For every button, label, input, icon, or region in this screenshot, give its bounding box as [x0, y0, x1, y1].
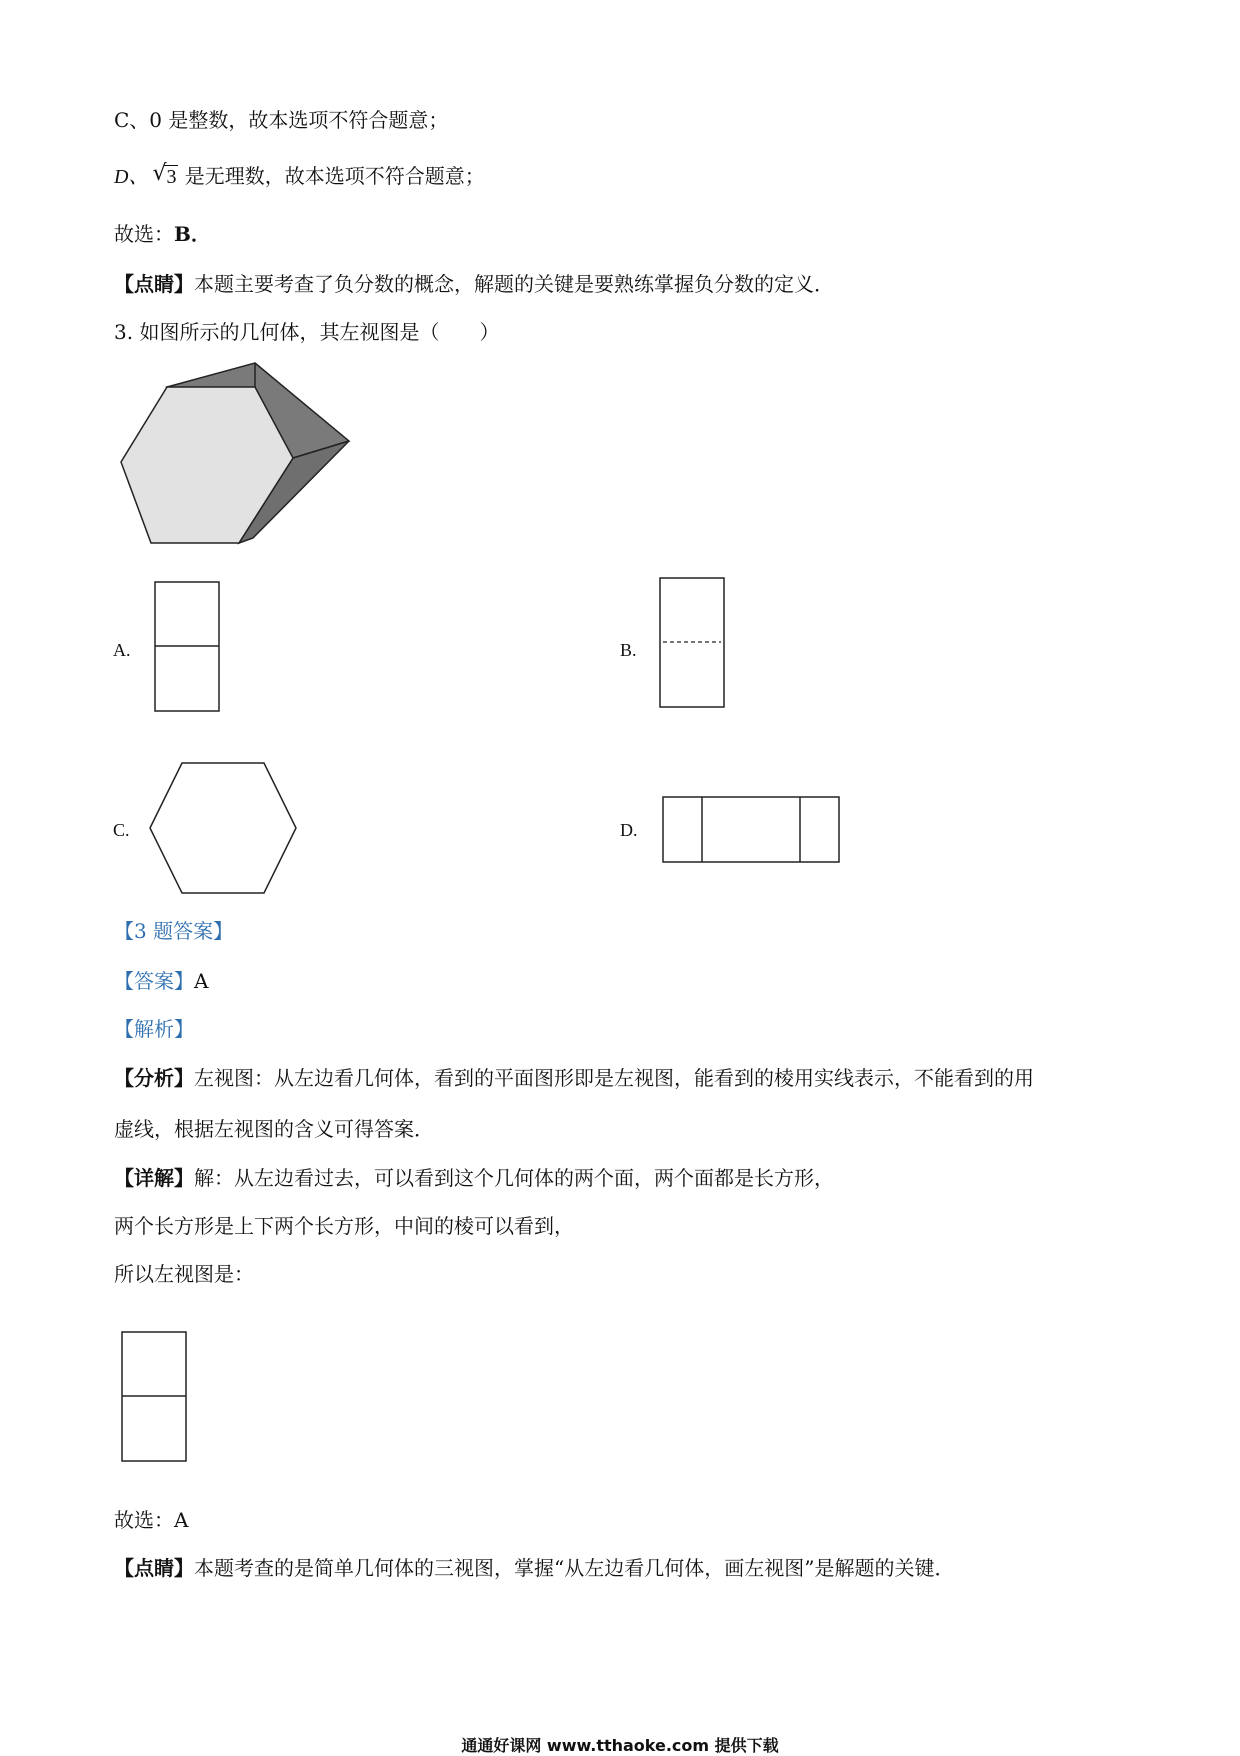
dianjing-2-tag: 【点睛】 — [114, 1556, 194, 1580]
jiexi-tag: 【解析】 — [114, 1017, 194, 1041]
footer-text: 通通好课网 www.tthaoke.com 提供下载 — [461, 1736, 779, 1755]
option-a-figure[interactable] — [154, 581, 224, 715]
fenxi-tag: 【分析】 — [114, 1066, 194, 1090]
fenxi-line-2: 虚线，根据左视图的含义可得答案． — [114, 1117, 434, 1141]
answer-header: 【3 题答案】 — [114, 919, 234, 943]
fenxi-text-1: 左视图：从左边看几何体，看到的平面图形即是左视图，能看到的棱用实线表示，不能看到的用 — [194, 1066, 1034, 1090]
xiangjie-line-2: 两个长方形是上下两个长方形，中间的棱可以看到， — [114, 1214, 574, 1238]
option-d-text: 是无理数，故本选项不符合题意； — [178, 164, 485, 188]
xiangjie-text-1: 解：从左边看过去，可以看到这个几何体的两个面，两个面都是长方形， — [194, 1166, 834, 1190]
option-d-explanation — [114, 162, 485, 191]
choose-a-line: 故选：A — [114, 1508, 189, 1532]
fenxi-line-1 — [114, 1064, 1034, 1092]
dianjing-1-text: 本题主要考查了负分数的概念，解题的关键是要熟练掌握负分数的定义． — [194, 272, 834, 296]
option-a-label[interactable]: A. — [113, 640, 131, 660]
question-3-stem: 3. 如图所示的几何体，其左视图是（ ） — [114, 320, 500, 344]
xiangjie-tag: 【详解】 — [114, 1166, 194, 1190]
option-c-figure[interactable] — [148, 761, 298, 895]
option-d-figure[interactable] — [662, 796, 842, 866]
option-c-explanation: C、0 是整数，故本选项不符合题意； — [114, 108, 449, 132]
dianjing-2-text: 本题考查的是简单几何体的三视图，掌握“从左边看几何体，画左视图”是解题的关键． — [194, 1556, 955, 1580]
sqrt-radicand: 3 — [166, 166, 177, 188]
sqrt-expression: √ 3 — [152, 161, 177, 188]
answer-value: A — [194, 969, 209, 993]
option-b-figure[interactable] — [659, 577, 729, 711]
answer-left-view-figure — [121, 1331, 191, 1465]
xiangjie-line-1 — [114, 1164, 834, 1192]
option-c-label[interactable]: C. — [113, 820, 130, 840]
option-d-label[interactable]: D. — [620, 820, 638, 840]
choose-b-value: B． — [174, 222, 211, 246]
dianjing-2 — [114, 1554, 954, 1582]
option-b-label[interactable]: B. — [620, 640, 637, 660]
choose-prefix: 故选： — [114, 222, 174, 246]
xiangjie-line-3: 所以左视图是： — [114, 1262, 254, 1286]
choose-b-line — [114, 220, 211, 248]
dianjing-1-tag: 【点睛】 — [114, 272, 194, 296]
answer-line — [114, 967, 208, 995]
hexagonal-prism-figure — [110, 355, 350, 555]
answer-tag: 【答案】 — [114, 969, 194, 993]
option-d-letter: D、 — [114, 166, 149, 188]
dianjing-1 — [114, 270, 834, 298]
